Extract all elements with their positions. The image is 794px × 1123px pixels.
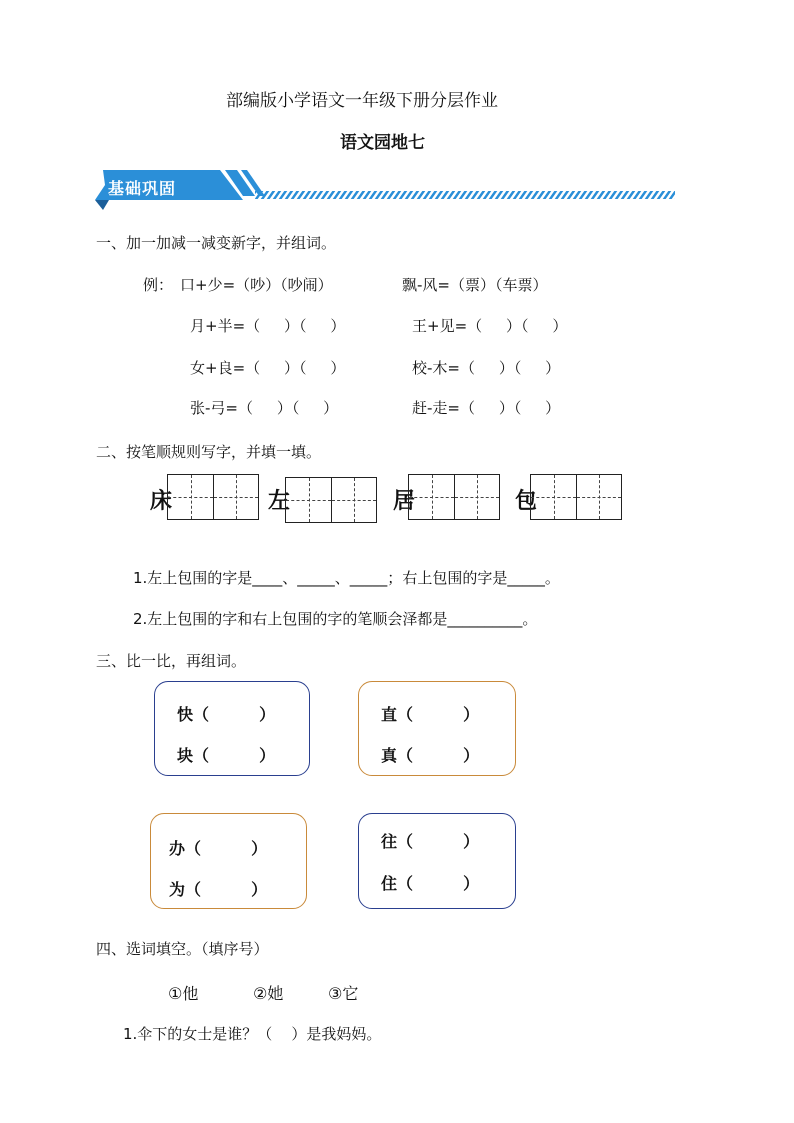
q1-row-1-right: 王+见=（ ）（ ）	[412, 317, 568, 335]
q2-char-zuo: 左	[268, 489, 291, 514]
q3-compare-box-2	[358, 681, 516, 776]
q2-writing-grid-4[interactable]	[530, 474, 622, 520]
grid-cell[interactable]	[168, 475, 213, 519]
q1-row-3-left: 张-弓=（ ）（ ）	[190, 399, 339, 417]
section-banner	[95, 170, 680, 212]
q3-box-1-item-a: 快（ ）	[177, 705, 276, 724]
page-subtitle: 语文园地七	[340, 133, 425, 153]
banner-hatch-stripe	[255, 191, 675, 199]
q1-example-left: 口+少=（吵）（吵闹）	[180, 276, 333, 294]
page-title: 部编版小学语文一年级下册分层作业	[226, 91, 498, 111]
q3-box-2-item-b: 真（ ）	[381, 746, 480, 765]
q1-row-3-right: 赶-走=（ ）（ ）	[412, 399, 561, 417]
q3-compare-box-3	[150, 813, 307, 909]
q4-option-2: ②她	[253, 984, 284, 1003]
q2-heading: 二、按笔顺规则写字，并填一填。	[96, 443, 322, 461]
q2-char-chuang: 床	[150, 489, 173, 514]
q3-box-3-item-b: 为（ ）	[169, 880, 268, 899]
q3-box-4-item-b: 住（ ）	[381, 874, 480, 893]
q1-example-label: 例：	[143, 276, 174, 294]
q2-writing-grid-1[interactable]	[167, 474, 259, 520]
banner-fold-shape	[95, 200, 109, 210]
q1-row-2-left: 女+良=（ ）（ ）	[190, 359, 346, 377]
grid-cell[interactable]	[213, 475, 258, 519]
grid-cell[interactable]	[409, 475, 454, 519]
q3-box-2-item-a: 直（ ）	[381, 705, 480, 724]
banner-label: 基础巩固	[108, 179, 177, 198]
q2-char-ju: 居	[393, 489, 416, 514]
q3-box-1-item-b: 块（ ）	[177, 746, 276, 765]
q3-compare-box-4	[358, 813, 516, 909]
q4-option-3: ③它	[328, 984, 359, 1003]
q2-writing-grid-2[interactable]	[285, 477, 377, 523]
q1-row-2-right: 校-木=（ ）（ ）	[412, 359, 561, 377]
q4-option-1: ①他	[168, 984, 199, 1003]
grid-cell[interactable]	[454, 475, 499, 519]
q2-writing-grid-3[interactable]	[408, 474, 500, 520]
q1-row-1-left: 月+半=（ ）（ ）	[190, 317, 346, 335]
q4-heading: 四、选词填空。（填序号）	[96, 940, 269, 958]
q3-box-4-item-a: 往（ ）	[381, 832, 480, 851]
q3-compare-box-1	[154, 681, 310, 776]
q1-heading: 一、加一加减一减变新字，并组词。	[96, 234, 337, 252]
grid-cell[interactable]	[331, 478, 376, 522]
q2-line-2: 2.左上包围的字和右上包围的字的笔顺会泽都是__________。	[133, 610, 538, 628]
q1-example-right: 飘-风=（票）（车票）	[402, 276, 548, 294]
q3-box-3-item-a: 办（ ）	[169, 839, 268, 858]
grid-cell[interactable]	[531, 475, 576, 519]
q3-heading: 三、比一比，再组词。	[96, 652, 247, 670]
grid-cell[interactable]	[576, 475, 621, 519]
grid-cell[interactable]	[286, 478, 331, 522]
q2-char-bao: 包	[515, 489, 538, 514]
q2-line-1: 1.左上包围的字是____、_____、_____；右上包围的字是_____。	[133, 569, 560, 587]
q4-line-1: 1.伞下的女士是谁？（ ）是我妈妈。	[123, 1025, 382, 1043]
